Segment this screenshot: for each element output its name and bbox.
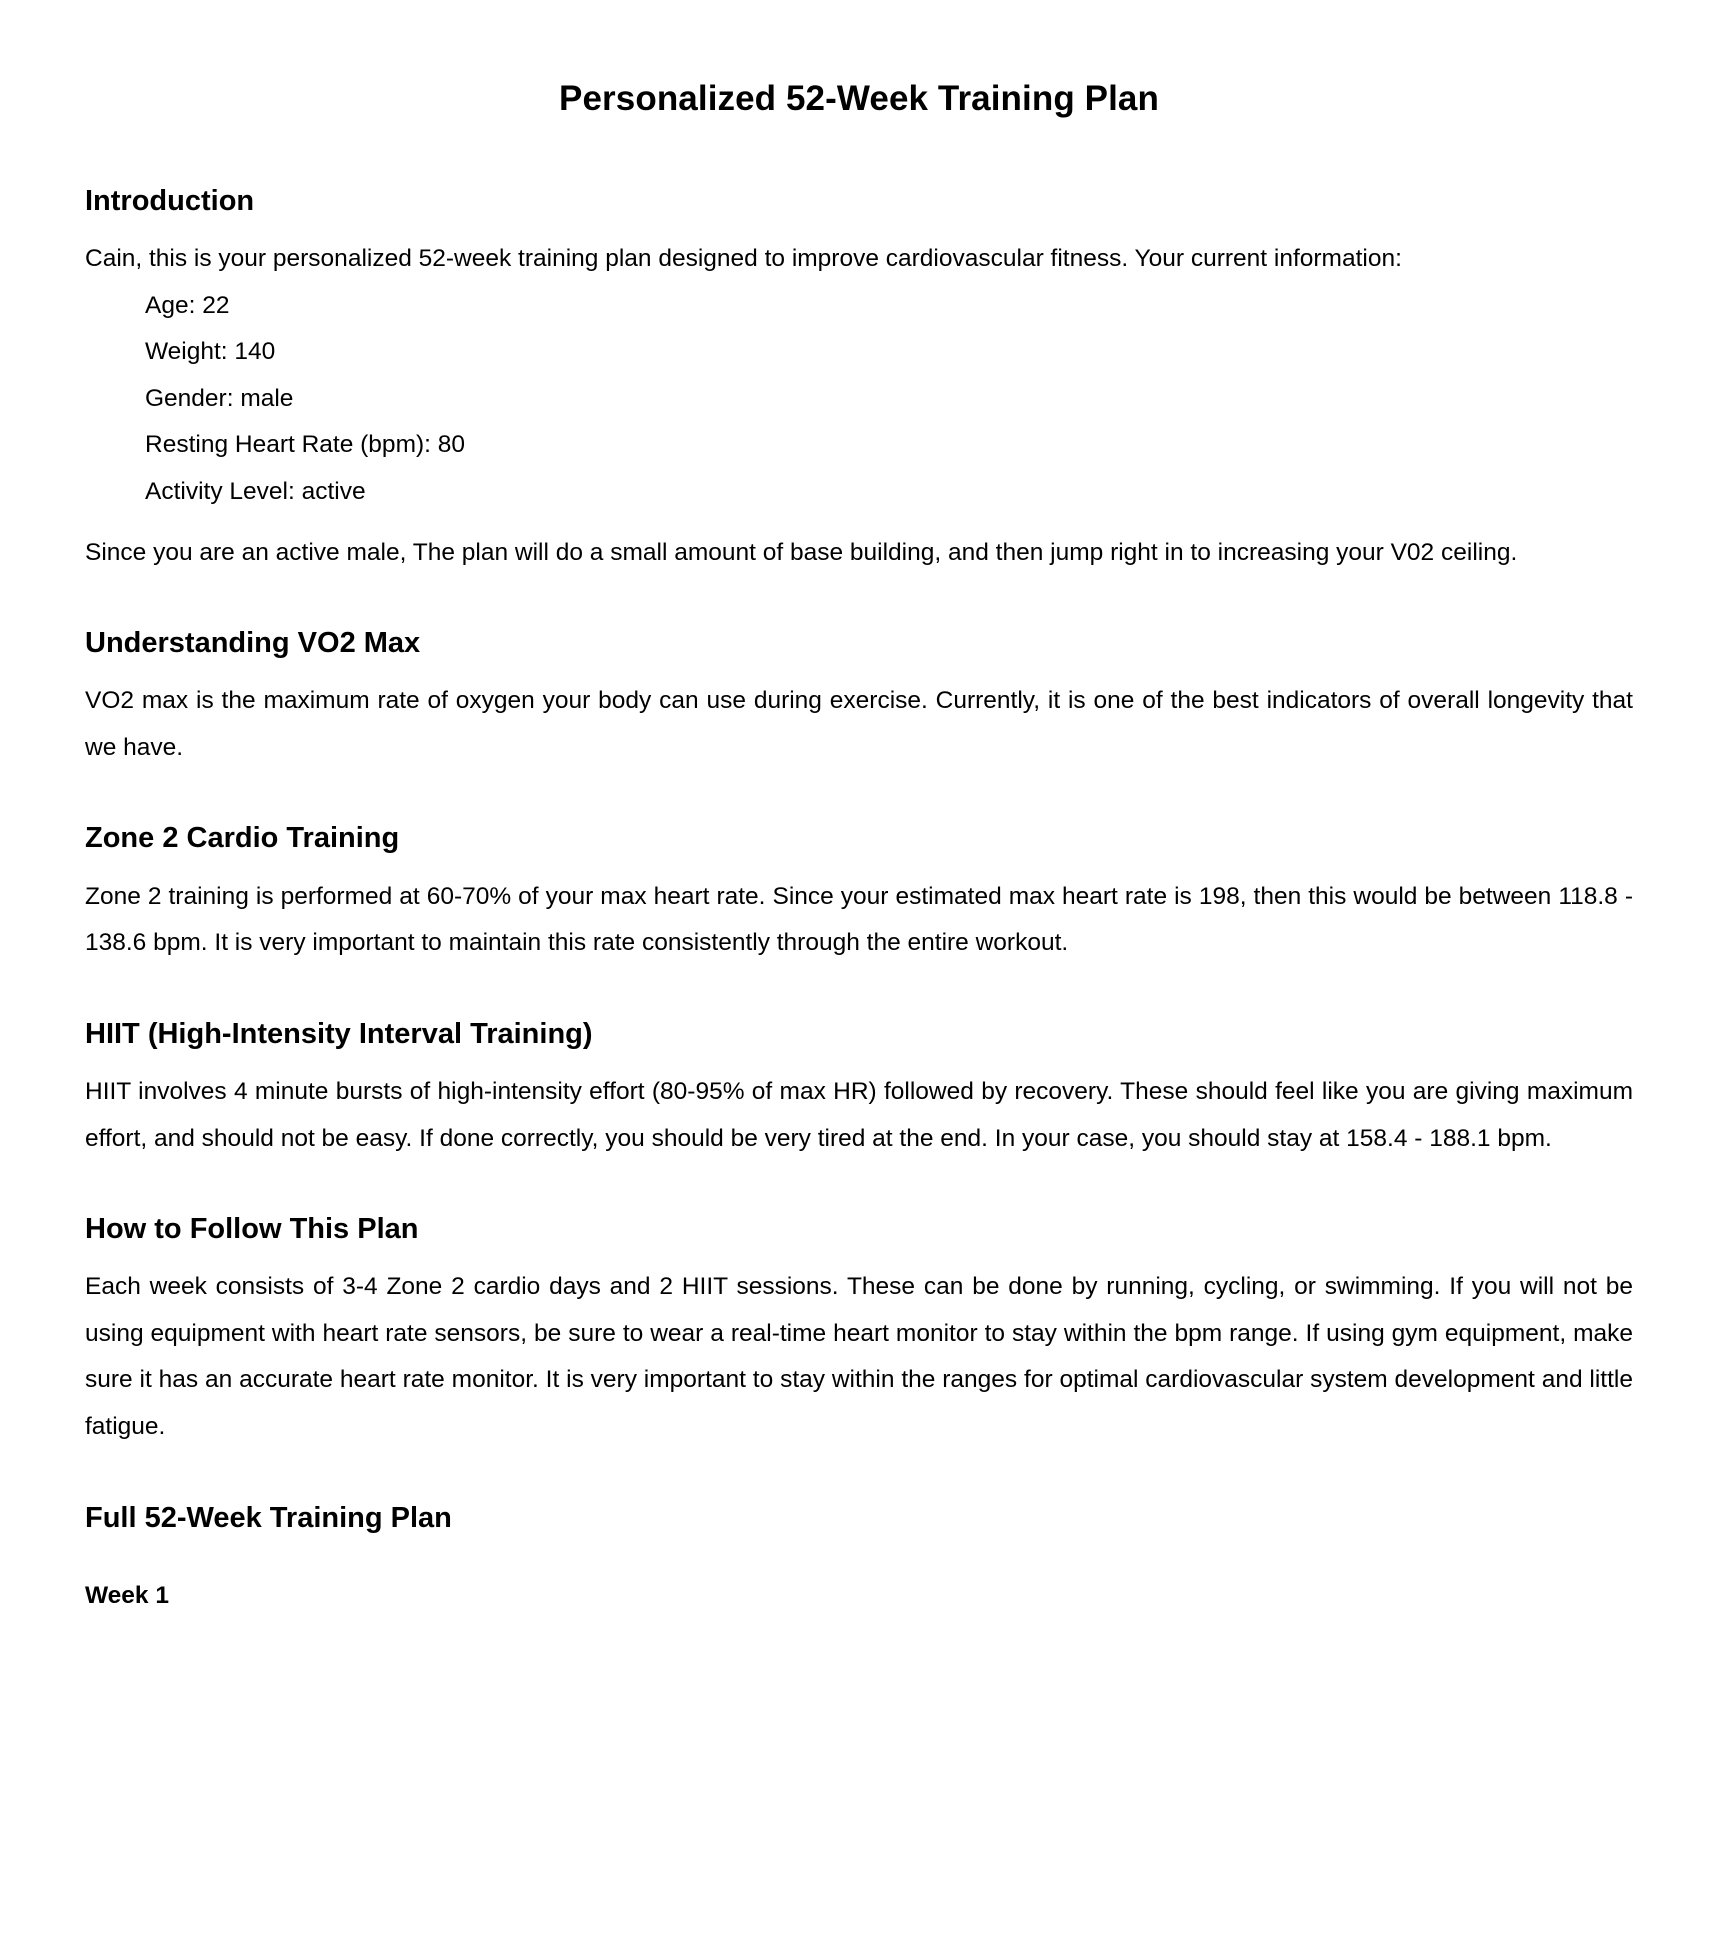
list-item-resting-heart-rate: Resting Heart Rate (bpm): 80 [145, 431, 465, 459]
user-info-list [85, 283, 1633, 516]
heading-hiit: HIIT (High-Intensity Interval Training) [85, 1017, 593, 1050]
introduction-paragraph: Cain, this is your personalized 52-week training plan designed to improve cardiovascular fitness. Your current information: [85, 245, 1402, 273]
heading-week-1: Week 1 [85, 1581, 169, 1609]
heading-understanding-vo2-max: Understanding VO2 Max [85, 627, 421, 660]
how-to-follow-paragraph: Each week consists of 3-4 Zone 2 cardio days and 2 HIIT sessions. These can be done by running, cycling, or swimming. If you will not be using equipment with heart rate sensors, be sure to wear a real-time heart monitor to stay within the bpm range. If using gym equipment, make sure it has an accurate heart rate monitor. It is very important to stay within the ranges for optimal cardiovascular system development and little fatigue. [85, 1273, 1633, 1440]
heading-zone-2-cardio-training: Zone 2 Cardio Training [85, 822, 400, 855]
list-item-gender: Gender: male [145, 384, 294, 412]
heading-full-52-week-training-plan: Full 52-Week Training Plan [85, 1501, 452, 1534]
introduction-closing-paragraph: Since you are an active male, The plan will do a small amount of base building, and then jump right in to increasing your V02 ceiling. [85, 538, 1518, 566]
hiit-paragraph: HIIT involves 4 minute bursts of high-intensity effort (80-95% of max HR) followed by recovery. These should feel like you are giving maximum effort, and should not be easy. If done correctly, you should be very tired at the end. In your case, you should stay at 158.4 - 188.1 bpm. [85, 1078, 1633, 1152]
list-item-activity-level: Activity Level: active [145, 477, 366, 505]
list-item-age: Age: 22 [145, 291, 230, 319]
heading-how-to-follow-this-plan: How to Follow This Plan [85, 1213, 419, 1246]
document-content [85, 0, 1633, 1612]
vo2-max-paragraph: VO2 max is the maximum rate of oxygen your body can use during exercise. Currently, it is one of the best indicators of overall longevity that we have. [85, 687, 1633, 761]
zone-2-paragraph: Zone 2 training is performed at 60-70% of your max heart rate. Since your estimated max heart rate is 198, then this would be between 118.8 - 138.6 bpm. It is very important to maintain this rate consistently through the entire workout. [85, 882, 1633, 957]
page-title: Personalized 52-Week Training Plan [559, 79, 1159, 118]
heading-introduction: Introduction [85, 185, 255, 217]
list-item-weight: Weight: 140 [145, 338, 276, 366]
